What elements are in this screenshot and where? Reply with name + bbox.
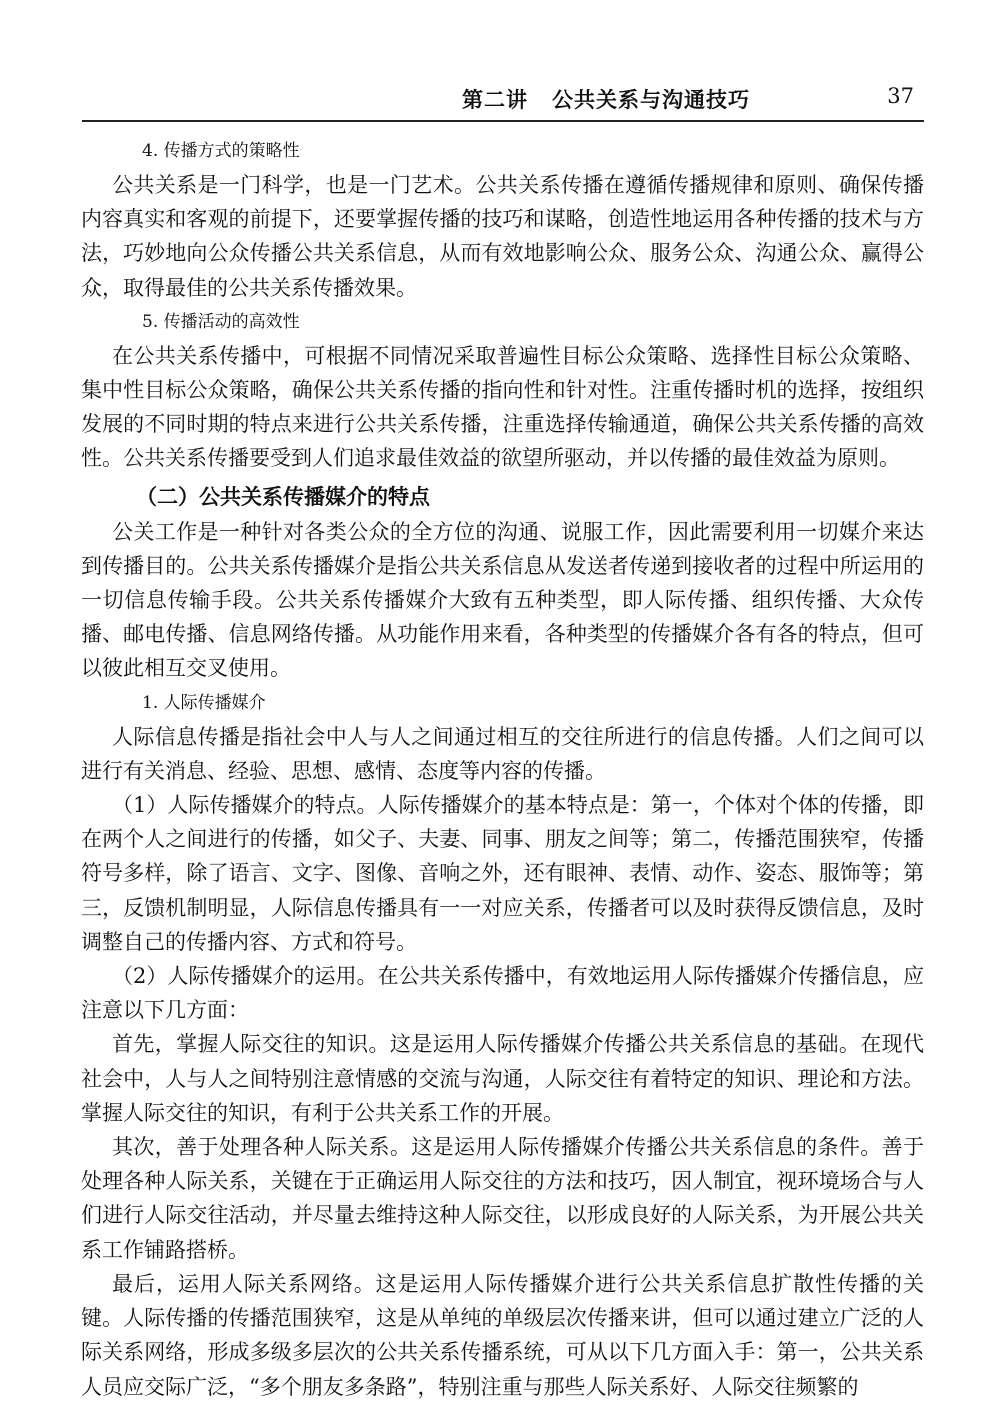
subheading-efficiency: 5. 传播活动的高效性 (142, 311, 300, 332)
paragraph: 最后，运用人际关系网络。这是运用人际传播媒介进行公共关系信息扩散性传播的关键。人际传播的传播范围狭窄，这是从单纯的单级层次传播来讲，但可以通过建立广泛的人际关系网络，形成多级多层次的公共关系传播系统，可从以下几方面入手：第一，公共关系人员应交际广泛，“多个朋友多条路”，特别注重与那些人际关系好、人际交往频繁的 (81, 1271, 924, 1399)
header-chapter: 第二讲 (462, 87, 528, 112)
subheading-interpersonal: 1. 人际传播媒介 (142, 692, 266, 713)
subheading-strategy: 4. 传播方式的策略性 (142, 141, 300, 161)
page-body (81, 134, 924, 1404)
paragraph: 公关工作是一种针对各类公众的全方位的沟通、说服工作，因此需要利用一切媒介来达到传播目的。公共关系传播媒介是指公共关系信息从发送者传递到接收者的过程中所运用的一切信息传输手段。公共关系传播媒介大致有五种类型，即人际传播、组织传播、大众传播、邮电传播、信息网络传播。从功能作用来看，各种类型的传播媒介各有各的特点，但可以彼此相互交叉使用。 (81, 519, 924, 681)
paragraph: 公共关系是一门科学，也是一门艺术。公共关系传播在遵循传播规律和原则、确保传播内容真实和客观的前提下，还要掌握传播的技巧和谋略，创造性地运用各种传播的技术与方法，巧妙地向公众传播公共关系信息，从而有效地影响公众、服务公众、沟通公众、赢得公众，取得最佳的公共关系传播效果。 (81, 173, 924, 300)
paragraph: （2）人际传播媒介的运用。在公共关系传播中，有效地运用人际传播媒介传播信息，应注意以下几方面： (81, 964, 924, 1023)
paragraph: 人际信息传播是指社会中人与人之间通过相互的交往所进行的信息传播。人们之间可以进行有关消息、经验、思想、感情、态度等内容的传播。 (81, 724, 924, 783)
paragraph: 其次，善于处理各种人际关系。这是运用人际传播媒介传播公共关系信息的条件。善于处理各种人际关系，关键在于正确运用人际交往的方法和技巧，因人制宜，视环境场合与人们进行人际交往活动，并尽量去维持这种人际交往，以形成良好的人际关系，为开展公共关系工作铺路搭桥。 (81, 1135, 924, 1262)
header-section-title: 公共关系与沟通技巧 (552, 87, 750, 112)
header-title (462, 84, 750, 114)
section-heading-media: （二）公共关系传播媒介的特点 (136, 483, 430, 509)
page-number: 37 (887, 84, 914, 108)
paragraph: （1）人际传播媒介的特点。人际传播媒介的基本特点是：第一，个体对个体的传播，即在两个人之间进行的传播，如父子、夫妻、同事、朋友之间等；第二，传播范围狭窄，传播符号多样，除了语言、文字、图像、音响之外，还有眼神、表情、动作、姿态、服饰等；第三，反馈机制明显，人际信息传播具有一一对应关系，传播者可以及时获得反馈信息，及时调整自己的传播内容、方式和符号。 (81, 793, 924, 954)
paragraph: 在公共关系传播中，可根据不同情况采取普遍性目标公众策略、选择性目标公众策略、集中性目标公众策略，确保公共关系传播的指向性和针对性。注重传播时机的选择，按组织发展的不同时期的特点来进行公共关系传播，注重选择传输通道，确保公共关系传播的高效性。公共关系传播要受到人们追求最佳效益的欲望所驱动，并以传播的最佳效益为原则。 (81, 343, 924, 471)
header-rule (82, 120, 924, 122)
paragraph: 首先，掌握人际交往的知识。这是运用人际传播媒介传播公共关系信息的基础。在现代社会中，人与人之间特别注意情感的交流与沟通，人际交往有着特定的知识、理论和方法。掌握人际交往的知识，有利于公共关系工作的开展。 (81, 1032, 924, 1125)
running-header (82, 82, 924, 116)
